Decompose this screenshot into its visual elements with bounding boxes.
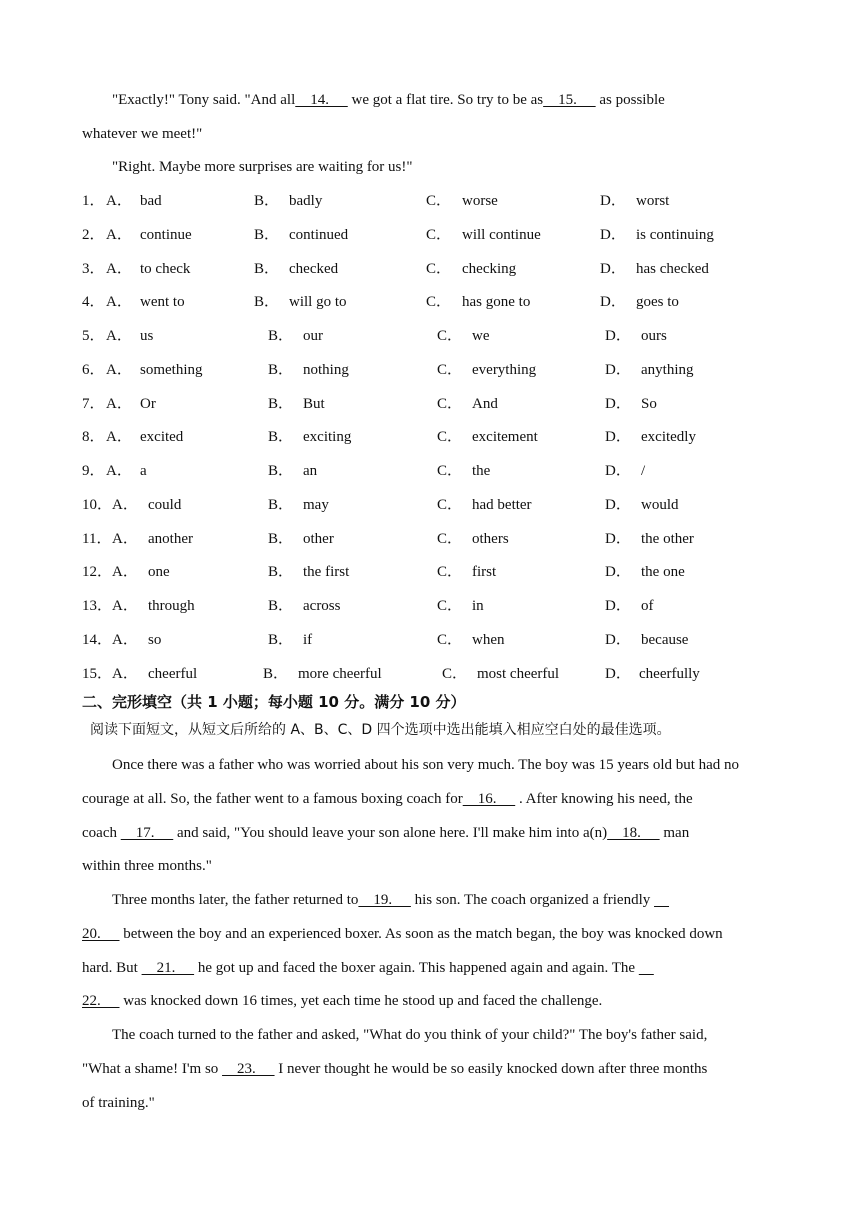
blank-22-start[interactable]	[639, 958, 654, 978]
passage-text: coach	[82, 825, 121, 841]
blank-14[interactable]: 14.	[295, 92, 348, 108]
option-a[interactable]: could	[148, 496, 182, 513]
question-number: 6．	[82, 361, 105, 378]
option-a-label: A．	[112, 564, 138, 581]
option-b[interactable]: if	[303, 631, 313, 648]
option-d[interactable]: of	[641, 598, 654, 614]
option-d-label: D．	[605, 598, 631, 614]
passage-text: and said, "You should leave your son alone here. I'll make him into a(n)	[173, 825, 608, 841]
option-a[interactable]: continue	[140, 226, 192, 243]
option-a-label: A．	[106, 463, 132, 479]
question-number: 2．	[82, 226, 105, 243]
passage-line	[82, 924, 723, 944]
option-c-label: C．	[437, 328, 463, 344]
question-number: 13．	[82, 598, 113, 614]
option-b-label: B．	[268, 598, 294, 614]
option-d[interactable]: the other	[641, 530, 694, 547]
question-number: 8．	[82, 429, 105, 446]
option-row	[82, 562, 782, 582]
passage-text: I never thought he would be so easily knocked down after three months	[274, 1061, 708, 1077]
option-b-label: B．	[268, 395, 294, 412]
option-c[interactable]: everything	[472, 361, 537, 378]
option-c-label: C．	[437, 598, 463, 614]
passage-line	[82, 789, 693, 809]
option-b-label: B．	[254, 193, 280, 209]
option-b-label: B．	[254, 226, 280, 243]
option-d-label: D．	[605, 631, 631, 648]
passage-text: . After knowing his need, the	[515, 791, 693, 807]
option-a-label: A．	[112, 598, 138, 614]
option-c-label: C．	[437, 631, 463, 648]
passage-text: man	[659, 825, 690, 841]
option-c[interactable]: we	[472, 328, 490, 344]
option-row	[82, 259, 782, 279]
passage-line: whatever we meet!"	[82, 126, 203, 142]
option-a-label: A．	[106, 361, 132, 378]
blank-20-start[interactable]	[654, 890, 669, 910]
option-row	[82, 394, 782, 414]
passage-text: as possible	[595, 92, 665, 108]
option-d-label: D．	[605, 361, 631, 378]
passage-text: courage at all. So, the father went to a famous boxing coach for	[82, 791, 463, 807]
option-d-label: D．	[605, 463, 631, 479]
option-c[interactable]: in	[472, 598, 484, 614]
option-d-label: D．	[600, 193, 626, 209]
option-b[interactable]: exciting	[303, 429, 352, 446]
option-d-label: D．	[605, 496, 631, 513]
option-row	[82, 495, 782, 515]
passage-line: The coach turned to the father and asked, "What do you think of your child?" The boy's father said,	[112, 1027, 708, 1043]
option-b-label: B．	[254, 294, 280, 311]
option-d[interactable]: ours	[641, 328, 667, 344]
passage-line	[82, 991, 602, 1011]
option-c[interactable]: had better	[472, 496, 532, 513]
option-c-label: C．	[437, 496, 463, 513]
passage-line	[112, 890, 669, 910]
option-d-label: D．	[600, 226, 626, 243]
blank-16[interactable]: 16.	[462, 791, 516, 807]
option-d-label: D．	[605, 564, 631, 581]
passage-line: Once there was a father who was worried about his son very much. The boy was 15 years old but had no	[112, 757, 740, 773]
option-b-label: B．	[268, 631, 294, 648]
option-b[interactable]: may	[303, 496, 329, 513]
option-row	[82, 191, 782, 211]
blank-23[interactable]: 23.	[222, 1061, 275, 1077]
option-c[interactable]: first	[472, 564, 497, 581]
option-a[interactable]: us	[140, 328, 154, 344]
option-a[interactable]: cheerful	[148, 665, 198, 682]
option-row	[82, 596, 782, 616]
option-a[interactable]: something	[140, 361, 203, 378]
option-c-label: C．	[442, 665, 468, 682]
option-a-label: A．	[106, 294, 132, 311]
option-d-label: D．	[605, 429, 631, 446]
option-a-label: A．	[106, 193, 132, 209]
passage-text: between the boy and an experienced boxer. As soon as the match began, the boy was knocked down	[119, 926, 723, 942]
option-a-label: A．	[112, 665, 138, 682]
option-b[interactable]: other	[303, 530, 334, 547]
option-b[interactable]: nothing	[303, 361, 349, 378]
option-a-label: A．	[106, 429, 132, 446]
option-c[interactable]: will continue	[462, 226, 541, 243]
option-a[interactable]: a	[140, 463, 147, 479]
option-a[interactable]: so	[148, 631, 162, 648]
option-d[interactable]: would	[641, 496, 679, 513]
question-number: 12．	[82, 564, 113, 581]
option-row	[82, 427, 782, 447]
option-b[interactable]: continued	[289, 226, 349, 243]
passage-line	[82, 823, 689, 843]
option-a-label: A．	[106, 395, 132, 412]
option-c-label: C．	[437, 463, 463, 479]
option-b-label: B．	[268, 496, 294, 513]
passage-text: "Exactly!" Tony said. "And all	[112, 92, 296, 108]
option-d-label: D．	[600, 260, 626, 277]
option-b-label: B．	[268, 564, 294, 581]
option-d[interactable]: has checked	[636, 260, 709, 277]
blank-19[interactable]: 19.	[358, 892, 411, 908]
option-d-label: D．	[600, 294, 626, 311]
option-d[interactable]: is continuing	[636, 226, 714, 243]
option-c-label: C．	[437, 361, 463, 378]
option-d[interactable]: the one	[641, 564, 685, 581]
passage-text: he got up and faced the boxer again. This happened again and again. The	[194, 960, 639, 976]
option-a[interactable]: bad	[140, 193, 162, 209]
option-a-label: A．	[106, 260, 132, 277]
passage-text: his son. The coach organized a friendly	[410, 892, 655, 908]
option-a-label: A．	[112, 530, 138, 547]
option-d[interactable]: /	[641, 463, 646, 479]
option-c[interactable]: when	[472, 631, 505, 648]
option-c[interactable]: most cheerful	[477, 665, 560, 682]
passage-line	[112, 90, 665, 110]
question-number: 3．	[82, 260, 105, 277]
question-number: 7．	[82, 395, 105, 412]
option-a[interactable]: another	[148, 530, 193, 547]
option-c[interactable]: And	[472, 395, 498, 412]
option-c[interactable]: others	[472, 530, 509, 547]
option-b-label: B．	[268, 328, 294, 344]
option-b[interactable]: checked	[289, 260, 339, 277]
option-row	[82, 630, 782, 650]
passage-text: "What a shame! I'm so	[82, 1061, 223, 1077]
option-c[interactable]: excitement	[472, 429, 538, 446]
option-c-label: C．	[437, 429, 463, 446]
passage-line: "Right. Maybe more surprises are waiting for us!"	[112, 159, 413, 175]
option-c[interactable]: the	[472, 463, 491, 479]
option-row	[82, 225, 782, 245]
option-d[interactable]: So	[641, 395, 657, 412]
option-c-label: C．	[426, 226, 452, 243]
option-c[interactable]: worse	[462, 193, 498, 209]
blank-21[interactable]: 21.	[141, 960, 195, 976]
option-b-label: B．	[268, 463, 294, 479]
option-a[interactable]: went to	[140, 294, 185, 311]
passage-line: within three months."	[82, 858, 212, 874]
option-a[interactable]: through	[148, 598, 195, 614]
option-a-label: A．	[112, 631, 138, 648]
option-d[interactable]: excitedly	[641, 429, 696, 446]
option-a-label: A．	[112, 496, 138, 513]
blank-15[interactable]: 15.	[543, 92, 596, 108]
option-b[interactable]: our	[303, 328, 323, 344]
question-number: 9．	[82, 463, 105, 479]
question-number: 11．	[82, 530, 112, 547]
option-c-label: C．	[426, 294, 452, 311]
question-number: 14．	[82, 631, 113, 648]
option-b[interactable]: an	[303, 463, 318, 479]
question-number: 1．	[82, 193, 105, 209]
blank-18[interactable]: 18.	[607, 825, 660, 841]
option-a[interactable]: to check	[140, 260, 191, 277]
option-d-label: D．	[605, 530, 631, 547]
option-row	[82, 292, 782, 312]
option-b[interactable]: badly	[289, 193, 323, 209]
passage-text: Three months later, the father returned to	[112, 892, 359, 908]
question-number: 5．	[82, 328, 105, 344]
passage-line	[82, 1059, 707, 1079]
option-d-label: D．	[605, 665, 631, 682]
option-b-label: B．	[254, 260, 280, 277]
option-c-label: C．	[426, 260, 452, 277]
option-b[interactable]: will go to	[289, 294, 347, 311]
option-row	[82, 664, 782, 684]
option-b-label: B．	[268, 429, 294, 446]
option-d-label: D．	[605, 328, 631, 344]
option-a-label: A．	[106, 226, 132, 243]
option-a[interactable]: excited	[140, 429, 184, 446]
option-b[interactable]: But	[303, 395, 325, 412]
option-d[interactable]: because	[641, 631, 689, 648]
option-row	[82, 461, 782, 481]
option-row	[82, 529, 782, 549]
blank-17[interactable]: 17.	[120, 825, 174, 841]
blank-20[interactable]: 20.	[82, 926, 120, 942]
option-c-label: C．	[437, 395, 463, 412]
option-c-label: C．	[437, 530, 463, 547]
option-a[interactable]: one	[148, 564, 170, 581]
passage-text: hard. But	[82, 960, 142, 976]
question-number: 4．	[82, 294, 105, 311]
section-heading: 二、完形填空（共 1 小题；每小题 10 分。满分 10 分）	[82, 693, 466, 711]
passage-line: of training."	[82, 1095, 155, 1111]
question-number: 15．	[82, 665, 113, 682]
option-c[interactable]: checking	[462, 260, 517, 277]
option-c[interactable]: has gone to	[462, 294, 531, 311]
option-row	[82, 360, 782, 380]
passage-text: was knocked down 16 times, yet each time he stood up and faced the challenge.	[119, 993, 603, 1009]
question-number: 10．	[82, 496, 113, 513]
passage-text: we got a flat tire. So try to be as	[347, 92, 544, 108]
option-b[interactable]: the first	[303, 564, 350, 581]
option-d-label: D．	[605, 395, 631, 412]
option-b-label: B．	[268, 530, 294, 547]
option-c-label: C．	[426, 193, 452, 209]
section-instruction: 阅读下面短文，从短文后所给的 A、B、C、D 四个选项中选出能填入相应空白处的最佳选项。	[90, 722, 671, 738]
option-a-label: A．	[106, 328, 132, 344]
option-b[interactable]: across	[303, 598, 341, 614]
option-b-label: B．	[263, 665, 289, 682]
option-d[interactable]: cheerfully	[639, 665, 700, 682]
option-b-label: B．	[268, 361, 294, 378]
option-c-label: C．	[437, 564, 463, 581]
blank-22[interactable]: 22.	[82, 993, 120, 1009]
option-d[interactable]: worst	[636, 193, 670, 209]
option-d[interactable]: anything	[641, 361, 694, 378]
passage-line	[82, 958, 654, 978]
option-row	[82, 326, 782, 346]
option-b[interactable]: more cheerful	[298, 665, 382, 682]
option-a[interactable]: Or	[140, 395, 156, 412]
option-d[interactable]: goes to	[636, 294, 679, 311]
